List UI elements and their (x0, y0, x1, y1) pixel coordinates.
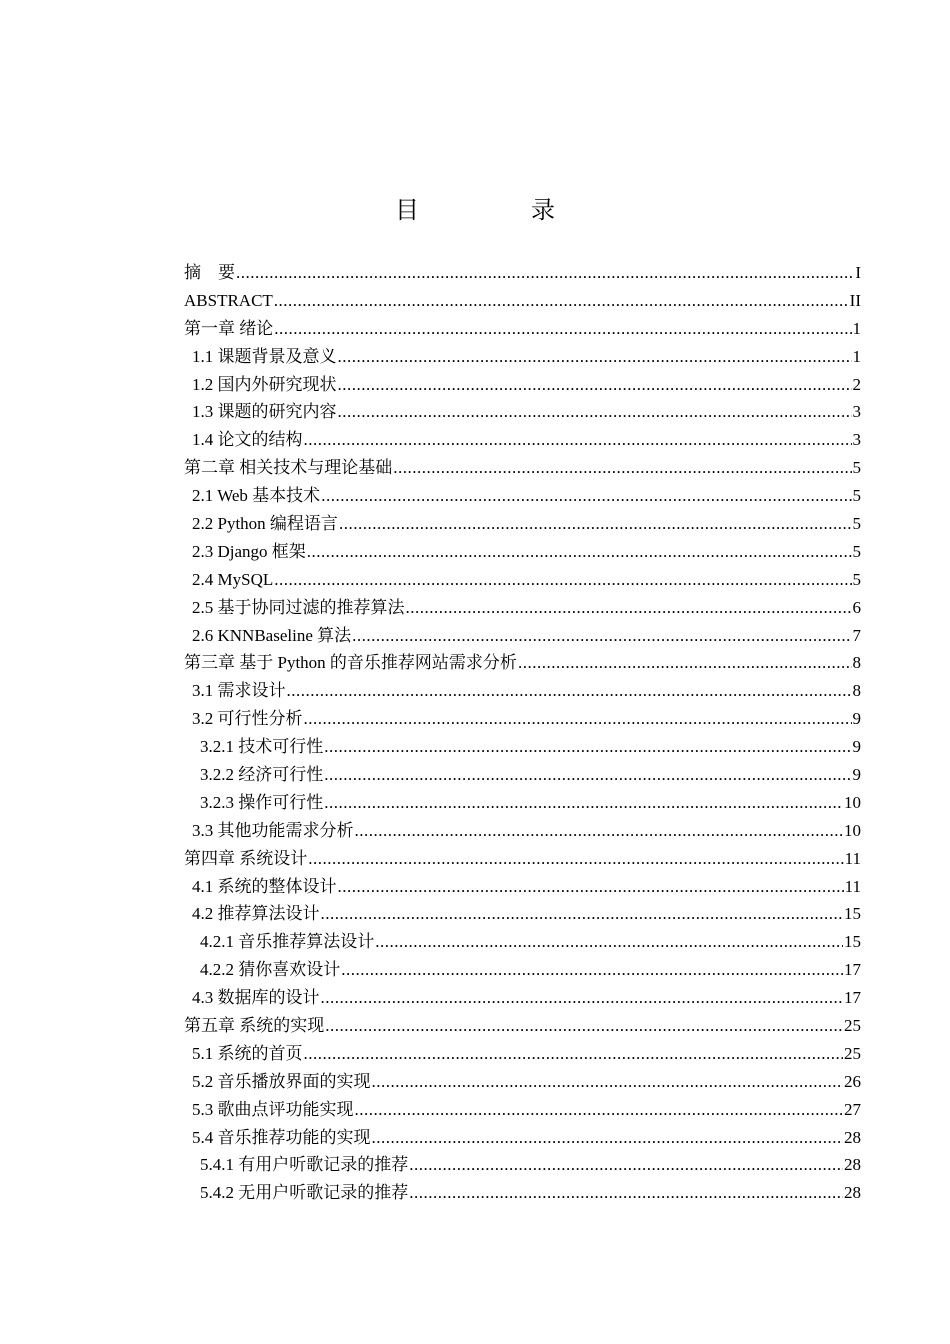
toc-entry-label: 3.2 可行性分析 (192, 709, 303, 729)
toc-dot-leader (372, 1068, 844, 1096)
toc-page-number: 5 (852, 569, 861, 589)
toc-entry[interactable] (184, 1152, 861, 1180)
toc-page-number: 1 (852, 318, 861, 338)
toc-entry-label: 3.1 需求设计 (192, 681, 286, 701)
toc-entry-label: 2.5 基于协同过滤的推荐算法 (192, 597, 405, 617)
toc-dot-leader (406, 594, 852, 622)
toc-entry-label: 4.3 数据库的设计 (192, 988, 320, 1008)
toc-dot-leader (409, 1179, 843, 1207)
toc-entry[interactable] (184, 287, 861, 315)
toc-entry[interactable] (184, 761, 861, 789)
toc-dot-leader (324, 789, 843, 817)
toc-entry-label: 2.1 Web 基本技术 (192, 486, 321, 506)
toc-dot-leader (304, 426, 852, 454)
toc-entry-label: 1.1 课题背景及意义 (192, 346, 337, 366)
toc-entry[interactable] (184, 1124, 861, 1152)
toc-page-number: 5 (852, 458, 861, 478)
toc-entry-label: 5.4.2 无用户听歌记录的推荐 (200, 1183, 409, 1203)
toc-entry[interactable] (184, 873, 861, 901)
toc-page-number: 11 (844, 848, 861, 868)
toc-entry[interactable] (184, 538, 861, 566)
toc-entry[interactable] (184, 1040, 861, 1068)
toc-entry[interactable] (184, 845, 861, 873)
toc-entry-label: 4.2.1 音乐推荐算法设计 (200, 932, 375, 952)
toc-dot-leader (338, 398, 852, 426)
toc-dot-leader (409, 1151, 843, 1179)
toc-page-number: 28 (844, 1183, 861, 1203)
toc-dot-leader (324, 733, 851, 761)
toc-page-number: 5 (852, 514, 861, 533)
toc-dot-leader (321, 984, 844, 1012)
toc-page-number: 8 (852, 653, 861, 673)
toc-page-number: 5 (852, 486, 861, 506)
toc-entry[interactable] (184, 426, 861, 454)
toc-dot-leader (324, 761, 851, 789)
toc-entry[interactable] (184, 789, 861, 817)
toc-page-number: 9 (852, 709, 861, 729)
toc-dot-leader (236, 259, 854, 287)
toc-entry[interactable] (184, 733, 861, 761)
toc-entry-label: 5.2 音乐播放界面的实现 (192, 1071, 371, 1091)
toc-entry[interactable] (184, 1096, 861, 1124)
toc-page-number: 3 (852, 402, 861, 422)
toc-entry-label: 5.4 音乐推荐功能的实现 (192, 1127, 371, 1147)
toc-page-number: 9 (852, 737, 861, 757)
toc-entry-label: 5.3 歌曲点评功能实现 (192, 1099, 354, 1119)
toc-dot-leader (338, 371, 852, 399)
toc-entry-label: 1.2 国内外研究现状 (192, 374, 337, 394)
toc-entry[interactable] (184, 1068, 861, 1096)
toc-entry-label: ABSTRACT (184, 290, 273, 310)
toc-page-number: 1 (852, 346, 861, 366)
toc-page-number: 28 (844, 1155, 861, 1175)
toc-dot-leader (338, 343, 852, 371)
toc-dot-leader (307, 538, 852, 566)
toc-page-number: 28 (844, 1127, 861, 1147)
toc-dot-leader (518, 649, 852, 677)
toc-entry[interactable] (184, 315, 861, 343)
toc-entry[interactable] (184, 649, 861, 677)
toc-entry-label: 3.2.2 经济可行性 (200, 765, 324, 785)
toc-page-number: 17 (844, 988, 861, 1008)
toc-entry-label: 1.4 论文的结构 (192, 430, 303, 450)
toc-entry[interactable] (184, 622, 861, 650)
toc-entry[interactable] (184, 566, 861, 594)
toc-dot-leader (321, 482, 851, 510)
toc-entry-label: 5.1 系统的首页 (192, 1043, 303, 1063)
toc-page-number: 10 (844, 792, 861, 812)
toc-page-number: 9 (852, 765, 861, 785)
toc-entry-label: 5.4.1 有用户听歌记录的推荐 (200, 1155, 409, 1175)
toc-entry-label: 4.2.2 猜你喜欢设计 (200, 960, 341, 980)
toc-entry-label: 第五章 系统的实现 (184, 1016, 325, 1036)
toc-entry-label: 4.1 系统的整体设计 (192, 876, 337, 896)
toc-dot-leader (287, 677, 852, 705)
toc-entry[interactable] (184, 817, 861, 845)
toc-entry-label: 1.3 课题的研究内容 (192, 402, 337, 422)
toc-entry-label: 3.2.1 技术可行性 (200, 737, 324, 757)
toc-entry-label: 3.2.3 操作可行性 (200, 792, 324, 812)
toc-dot-leader (321, 900, 844, 928)
toc-dot-leader (393, 454, 851, 482)
toc-entry-label: 3.3 其他功能需求分析 (192, 820, 354, 840)
toc-page-number: 17 (844, 960, 861, 980)
toc-entry[interactable] (184, 900, 861, 928)
toc-entry-label: 4.2 推荐算法设计 (192, 904, 320, 924)
toc-dot-leader (338, 873, 844, 901)
toc-page-number: 5 (852, 541, 861, 561)
toc-entry[interactable] (184, 259, 861, 287)
toc-page-number: 7 (852, 625, 861, 645)
toc-entry[interactable] (184, 677, 861, 705)
toc-entry-label: 第三章 基于 Python 的音乐推荐网站需求分析 (184, 653, 517, 673)
toc-entry[interactable] (184, 594, 861, 622)
toc-entry[interactable] (184, 956, 861, 984)
toc-dot-leader (355, 1096, 844, 1124)
toc-page-number: 3 (852, 430, 861, 450)
toc-page-number: 11 (844, 876, 861, 896)
toc-entry[interactable] (184, 705, 861, 733)
toc-page-number: I (855, 262, 861, 282)
toc-page-number: 26 (844, 1071, 861, 1091)
toc-dot-leader (325, 1012, 843, 1040)
toc-page-number: 2 (852, 374, 861, 394)
toc-entry[interactable] (184, 398, 861, 426)
toc-list (184, 259, 861, 1207)
toc-title: 目 录 (395, 196, 599, 224)
toc-entry[interactable] (184, 510, 861, 538)
toc-entry[interactable] (184, 454, 861, 482)
toc-dot-leader (304, 1040, 844, 1068)
toc-entry[interactable] (184, 482, 861, 510)
toc-page-number: 25 (844, 1016, 861, 1036)
toc-entry[interactable] (184, 343, 861, 371)
toc-entry-label: 2.3 Django 框架 (192, 541, 306, 561)
toc-entry[interactable] (184, 928, 861, 956)
toc-dot-leader (308, 845, 843, 873)
toc-entry-label: 2.6 KNNBaseline 算法 (192, 625, 352, 645)
toc-page-number: 6 (852, 597, 861, 617)
toc-page-number: 8 (852, 681, 861, 701)
toc-dot-leader (304, 705, 852, 733)
toc-dot-leader (355, 817, 844, 845)
toc-page-number: 15 (844, 904, 861, 924)
toc-page-number: 25 (844, 1043, 861, 1063)
toc-dot-leader (352, 622, 851, 650)
toc-dot-leader (274, 315, 851, 343)
toc-page-number: II (849, 290, 861, 310)
toc-entry-label: 2.4 MySQL (192, 569, 274, 589)
toc-entry-label: 摘 要 (184, 262, 235, 282)
toc-entry[interactable] (184, 1012, 861, 1040)
toc-entry-label: 2.2 Python 编程语言 (192, 514, 338, 533)
toc-entry[interactable] (184, 371, 861, 399)
toc-page-number: 15 (844, 932, 861, 952)
toc-dot-leader (339, 510, 852, 538)
toc-entry[interactable] (184, 1179, 861, 1207)
toc-entry-label: 第一章 绪论 (184, 318, 274, 338)
toc-entry-label: 第二章 相关技术与理论基础 (184, 458, 393, 478)
toc-page-number: 27 (844, 1099, 861, 1119)
toc-entry-label: 第四章 系统设计 (184, 848, 308, 868)
toc-dot-leader (274, 566, 851, 594)
toc-entry[interactable] (184, 984, 861, 1012)
toc-page-number: 10 (844, 820, 861, 840)
toc-dot-leader (341, 956, 843, 984)
toc-dot-leader (375, 928, 843, 956)
toc-dot-leader (274, 287, 849, 315)
toc-dot-leader (372, 1124, 844, 1152)
